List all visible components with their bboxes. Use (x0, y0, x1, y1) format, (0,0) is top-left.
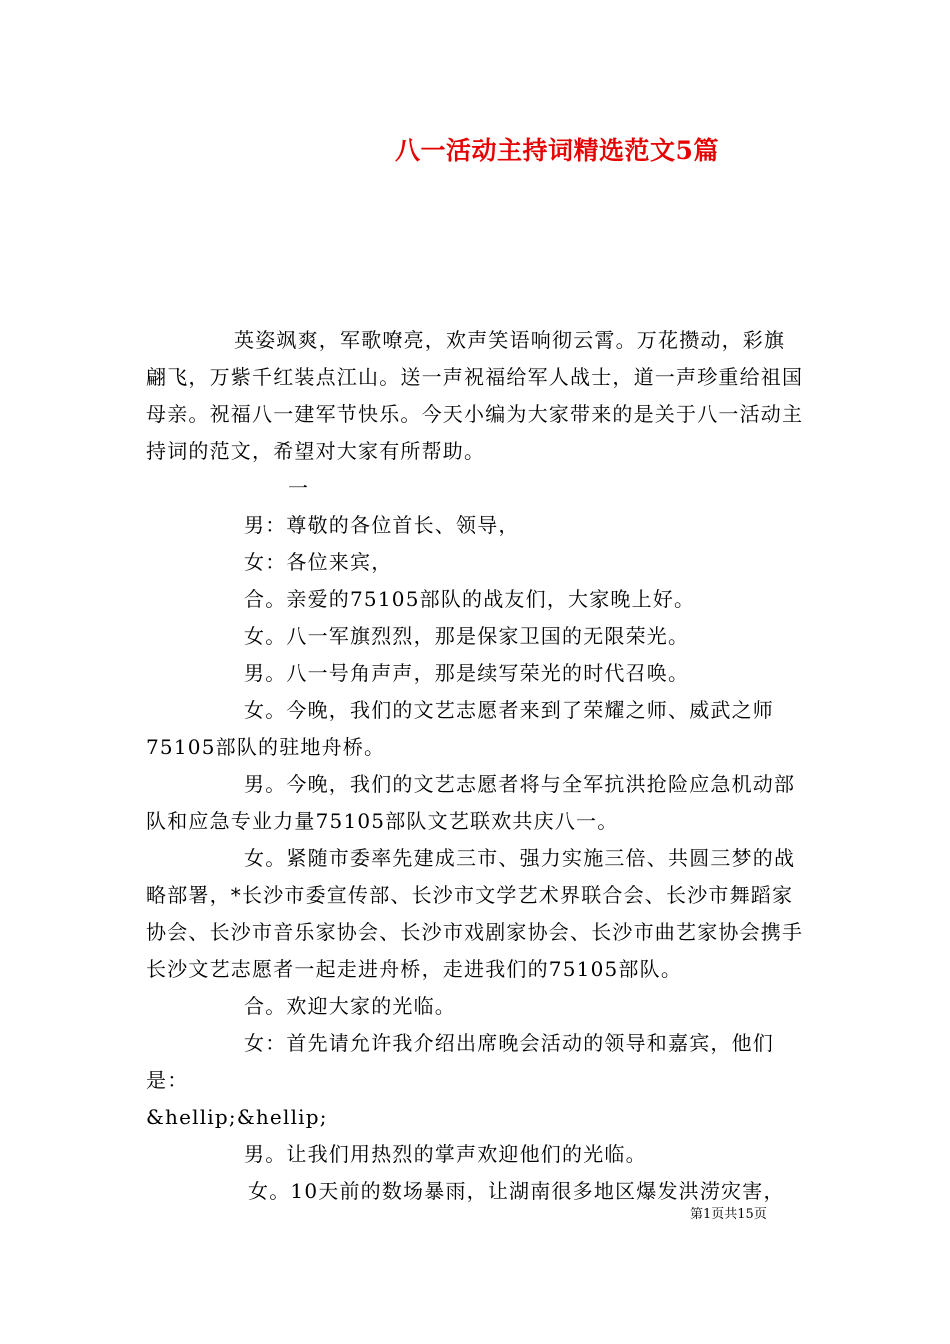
document-body (146, 322, 806, 1210)
page-footer: 第1页共15页 (690, 1207, 767, 1222)
dialog-line: 合。欢迎大家的光临。 (244, 994, 456, 1018)
dialog-line: 合。亲爱的75105部队的战友们，大家晚上好。 (244, 587, 696, 611)
dialog-line: 女。今晚，我们的文艺志愿者来到了荣耀之师、威武之师75105部队的驻地舟桥。 (146, 698, 774, 759)
document-title: 八一活动主持词精选范文5篇 (395, 136, 719, 165)
ellipsis-line: &hellip;&hellip; (146, 1105, 328, 1129)
dialog-line: 男：尊敬的各位首长、领导， (244, 513, 520, 537)
dialog-line: 女：首先请允许我介绍出席晚会活动的领导和嘉宾，他们是： (146, 1031, 774, 1092)
section-number: 一 (288, 476, 310, 500)
dialog-line: 女。紧随市委率先建成三市、强力实施三倍、共圆三梦的战略部署，*长沙市委宣传部、长沙市文学艺术界联合会、长沙市舞蹈家协会、长沙市音乐家协会、长沙市戏剧家协会、长沙市曲艺家协会携手长沙文艺志愿者一起走进舟桥，走进我们的75105部队。 (146, 846, 804, 981)
intro-paragraph: 英姿飒爽，军歌嘹亮，欢声笑语响彻云霄。万花攒动，彩旗翩飞，万紫千红装点江山。送一声祝福给军人战士，道一声珍重给祖国母亲。祝福八一建军节快乐。今天小编为大家带来的是关于八一活动主持词的范文，希望对大家有所帮助。 (146, 328, 804, 463)
dialog-line: 女。八一军旗烈烈，那是保家卫国的无限荣光。 (244, 624, 690, 648)
dialog-line: 男。让我们用热烈的掌声欢迎他们的光临。 (244, 1142, 647, 1166)
dialog-line: 女。10天前的数场暴雨，让湖南很多地区爆发洪涝灾害， (248, 1179, 785, 1203)
dialog-line: 女：各位来宾， (244, 550, 393, 574)
dialog-line: 男。八一号角声声，那是续写荣光的时代召唤。 (244, 661, 690, 685)
dialog-line: 男。今晚，我们的文艺志愿者将与全军抗洪抢险应急机动部队和应急专业力量75105部队文艺联欢共庆八一。 (146, 772, 796, 833)
